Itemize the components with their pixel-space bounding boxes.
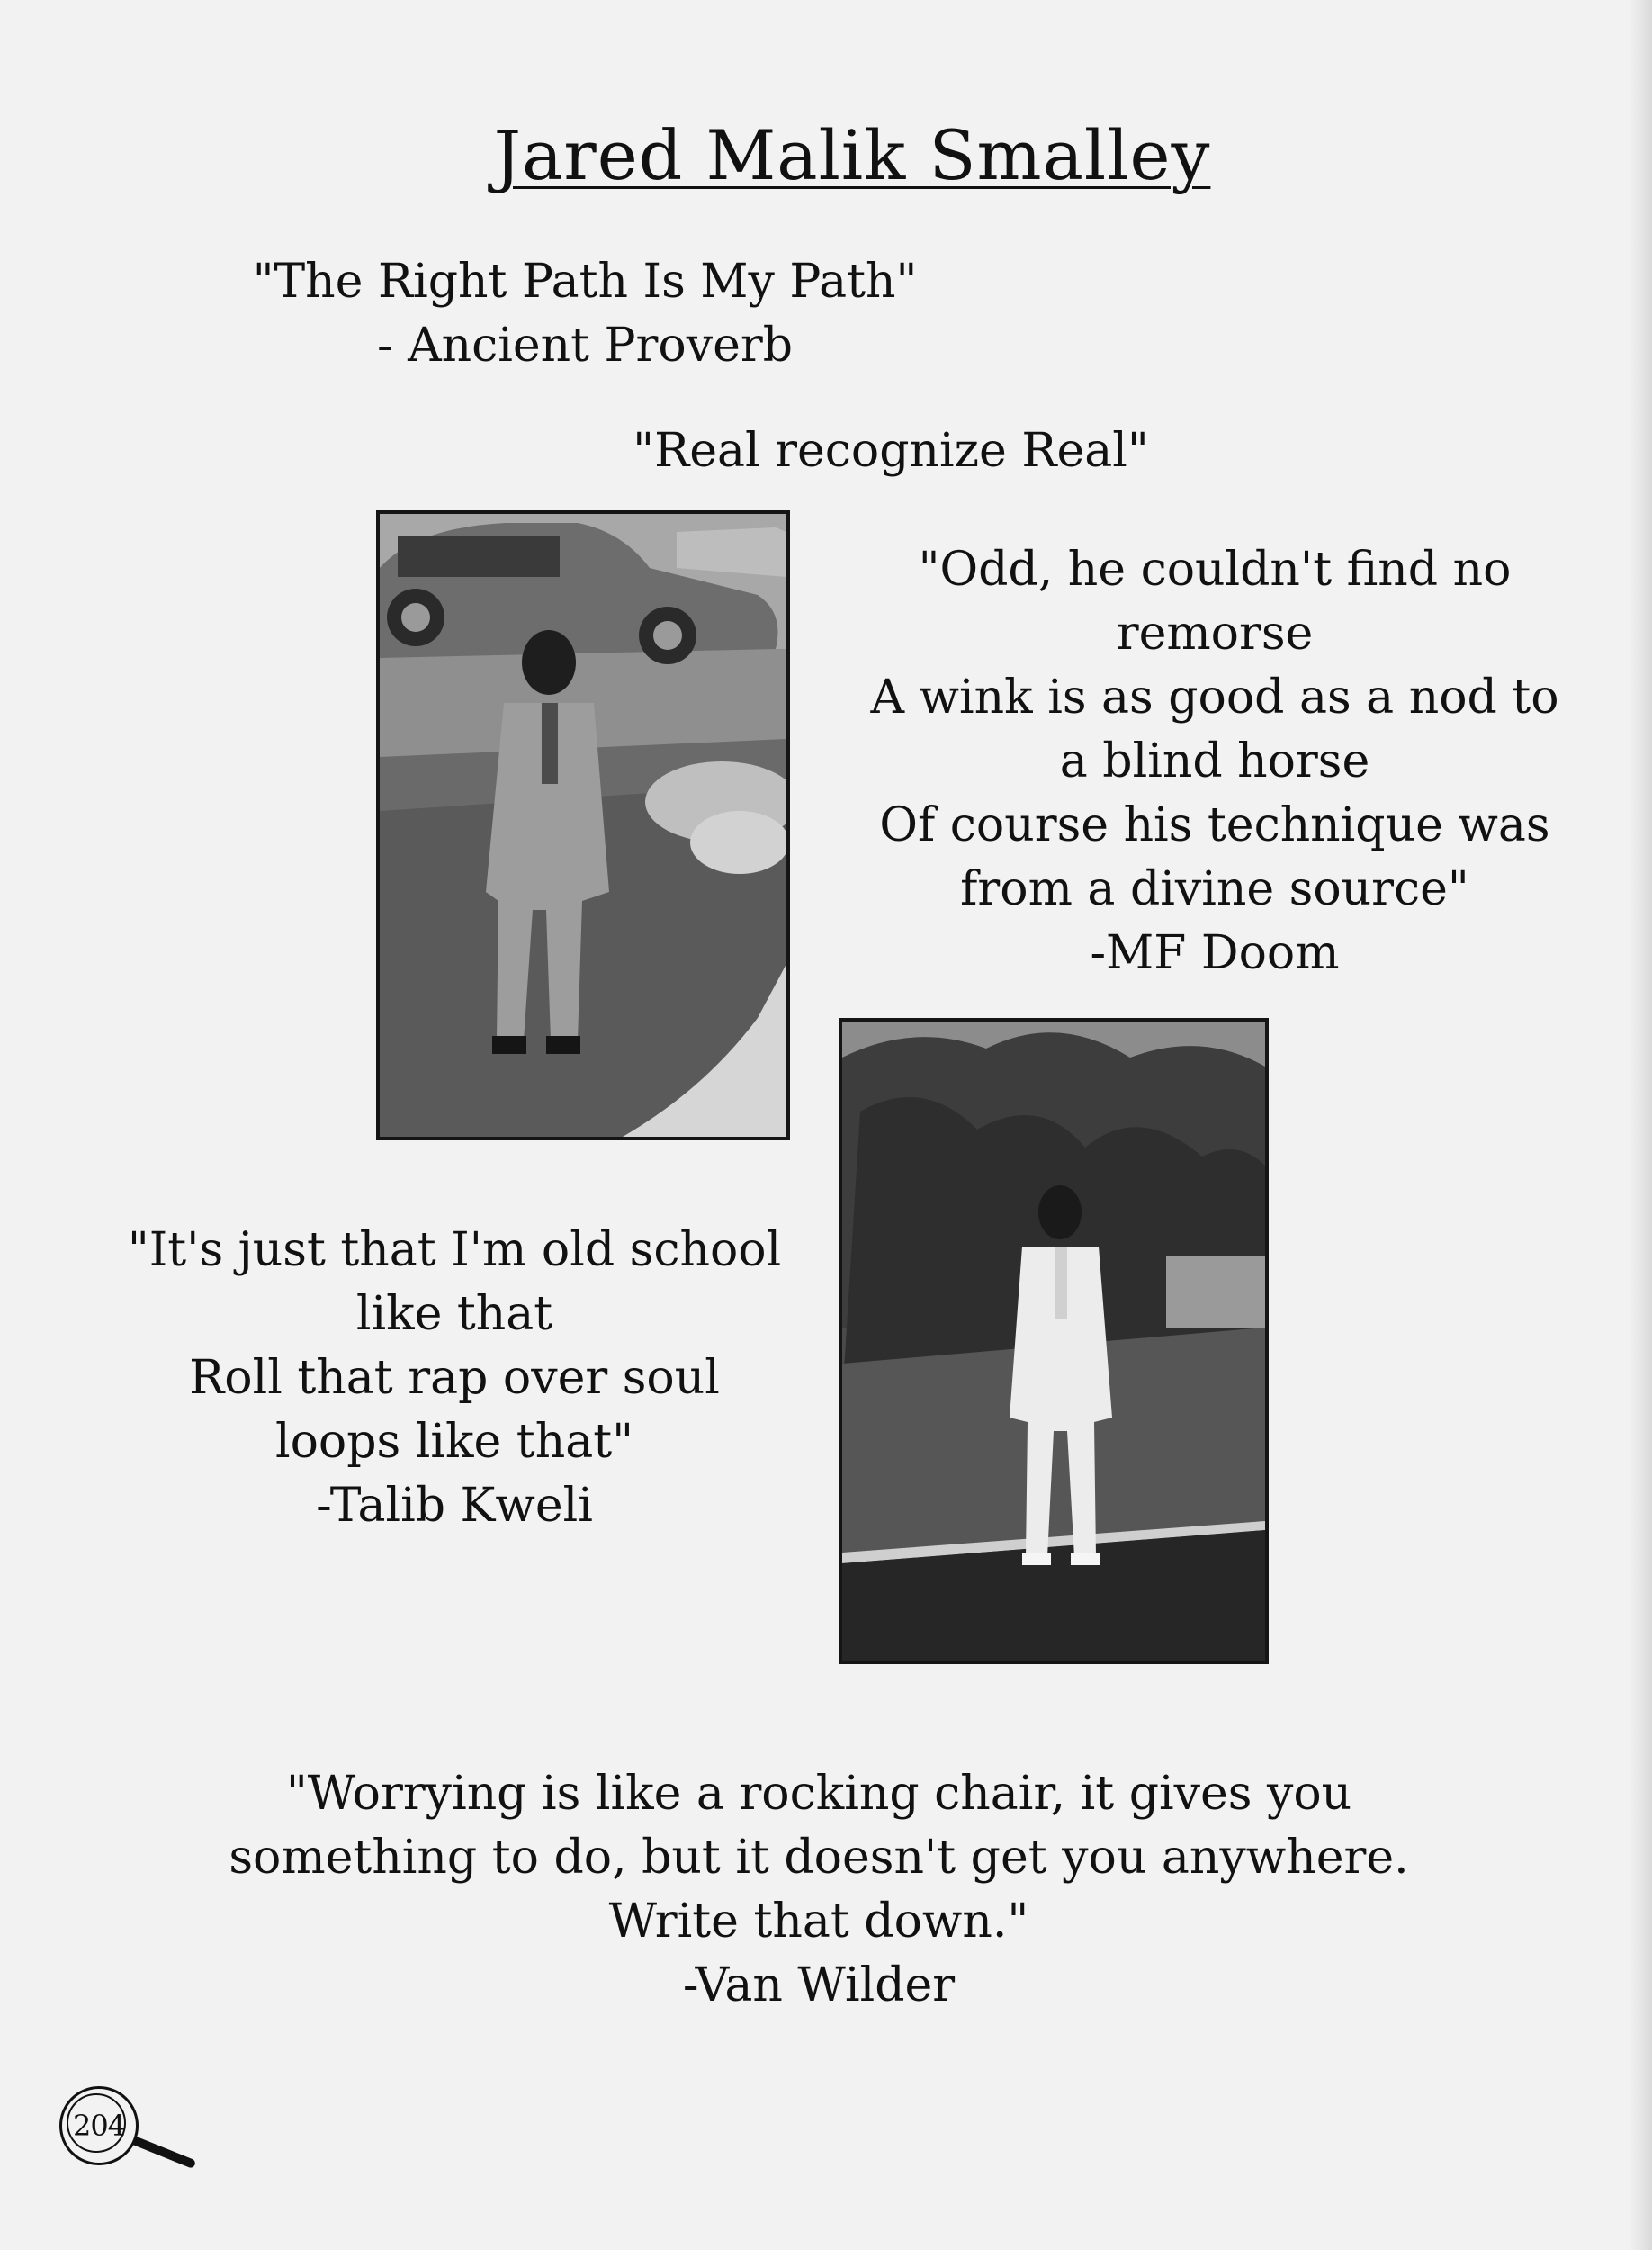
quote-line: Write that down." (608, 1894, 1029, 1948)
quote-mf-doom (805, 538, 1624, 986)
quote-line: from a divine source" (960, 862, 1469, 916)
quote-attribution: -Talib Kweli (316, 1479, 593, 1533)
quote-line: loops like that" (274, 1415, 634, 1469)
quote-line: like that (355, 1287, 553, 1341)
quote-line: "Odd, he couldn't find no (918, 543, 1512, 597)
page-title: Jared Malik Smalley (493, 115, 1211, 195)
quote-line: Of course his technique was (879, 798, 1550, 852)
photo-white-suit-image (842, 1022, 1265, 1660)
quote-attribution: -Van Wilder (682, 1958, 956, 2012)
photo-child-in-suit-image (380, 514, 786, 1137)
quote-line: remorse (1116, 607, 1314, 661)
quote-talib-kweli (81, 1219, 828, 1538)
quote-line: a blind horse (1059, 734, 1370, 788)
quote-van-wilder (126, 1762, 1512, 2018)
page-number: 204 (72, 2109, 126, 2143)
quote-line: "It's just that I'm old school (127, 1223, 782, 1277)
page-edge-shadow (1629, 0, 1652, 2250)
magnifying-glass-icon (59, 2086, 212, 2176)
photo-child-in-suit (376, 510, 790, 1140)
quote-attribution: -MF Doom (1090, 926, 1340, 980)
magnifying-glass-handle (130, 2135, 196, 2169)
quote-line: "Worrying is like a rocking chair, it gives you (285, 1767, 1352, 1821)
quote-line: Roll that rap over soul (189, 1351, 720, 1405)
quote-line: "The Right Path Is My Path" (252, 255, 918, 309)
quote-real-recognize-real (558, 419, 1224, 483)
quote-line: "Real recognize Real" (633, 424, 1149, 478)
quote-attribution: - Ancient Proverb (376, 319, 794, 373)
quote-line: A wink is as good as a nod to (870, 670, 1559, 724)
quote-ancient-proverb (207, 250, 963, 378)
quote-line: something to do, but it doesn't get you anywhere. (229, 1831, 1409, 1885)
photo-white-suit (839, 1018, 1269, 1664)
